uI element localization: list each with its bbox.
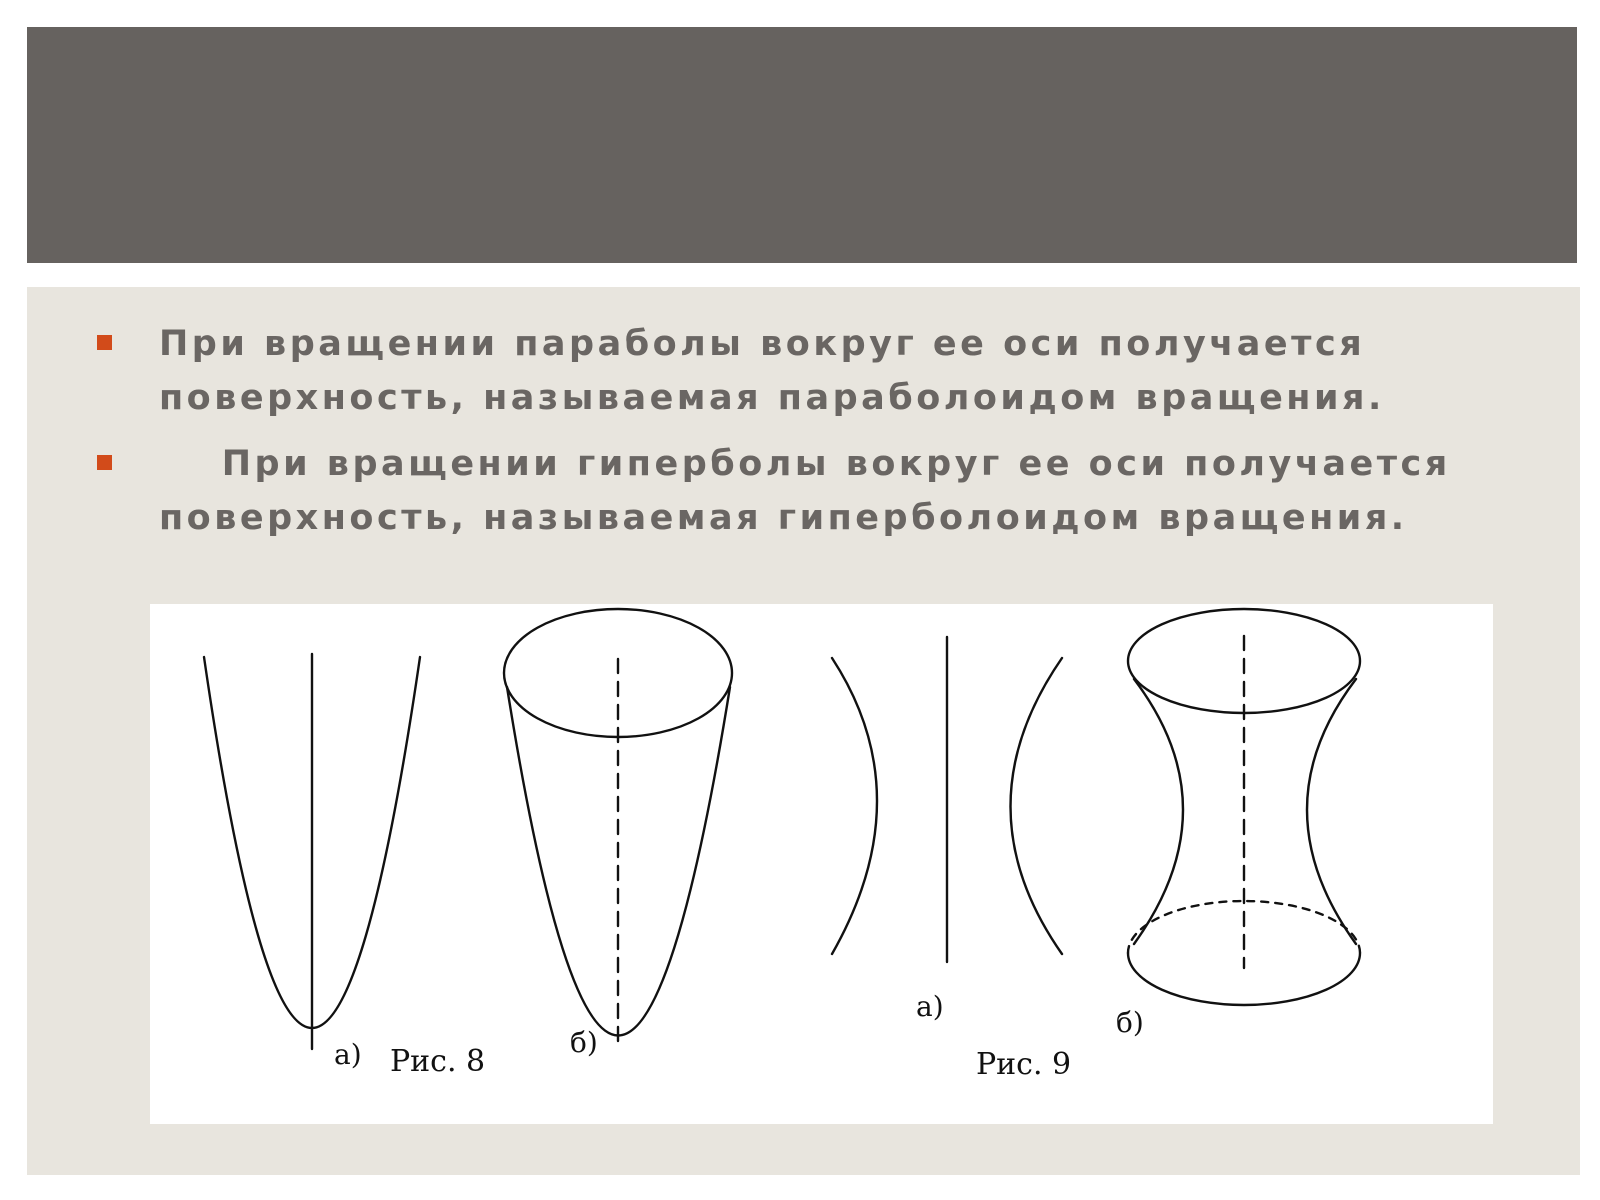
- bullet-marker: [97, 335, 112, 350]
- figure-svg: [150, 604, 1493, 1124]
- hyperboloid-left-side: [1134, 679, 1183, 944]
- bullet-item-paraboloid: [97, 317, 1517, 425]
- hyperbola-figure: [832, 637, 1062, 962]
- bullet-list: [97, 317, 1517, 557]
- fig8-caption: Рис. 8: [390, 1044, 486, 1079]
- figure-image: [150, 604, 1493, 1124]
- hyperboloid-figure: [1128, 609, 1360, 1005]
- bullet-marker: [97, 455, 112, 470]
- fig8-label-a: а): [334, 1038, 362, 1071]
- paraboloid-figure: [504, 609, 732, 1049]
- bullet-text: При вращении параболы вокруг ее оси получается поверхность, называемая параболоидом вращения.: [159, 324, 1385, 418]
- fig9-label-a: а): [916, 990, 944, 1023]
- fig8-label-b: б): [570, 1026, 598, 1059]
- hyperbola-right-branch: [1011, 658, 1063, 954]
- bullet-text: При вращении гиперболы вокруг ее оси получается поверхность, называемая гиперболоидом вращения.: [159, 444, 1467, 538]
- fig9-caption: Рис. 9: [976, 1047, 1072, 1082]
- fig9-label-b: б): [1116, 1006, 1144, 1039]
- hyperbola-left-branch: [832, 658, 877, 954]
- title-bar: [27, 27, 1577, 263]
- parabola-figure: [204, 654, 420, 1049]
- hyperboloid-right-side: [1307, 679, 1356, 944]
- bullet-item-hyperboloid: [97, 437, 1517, 545]
